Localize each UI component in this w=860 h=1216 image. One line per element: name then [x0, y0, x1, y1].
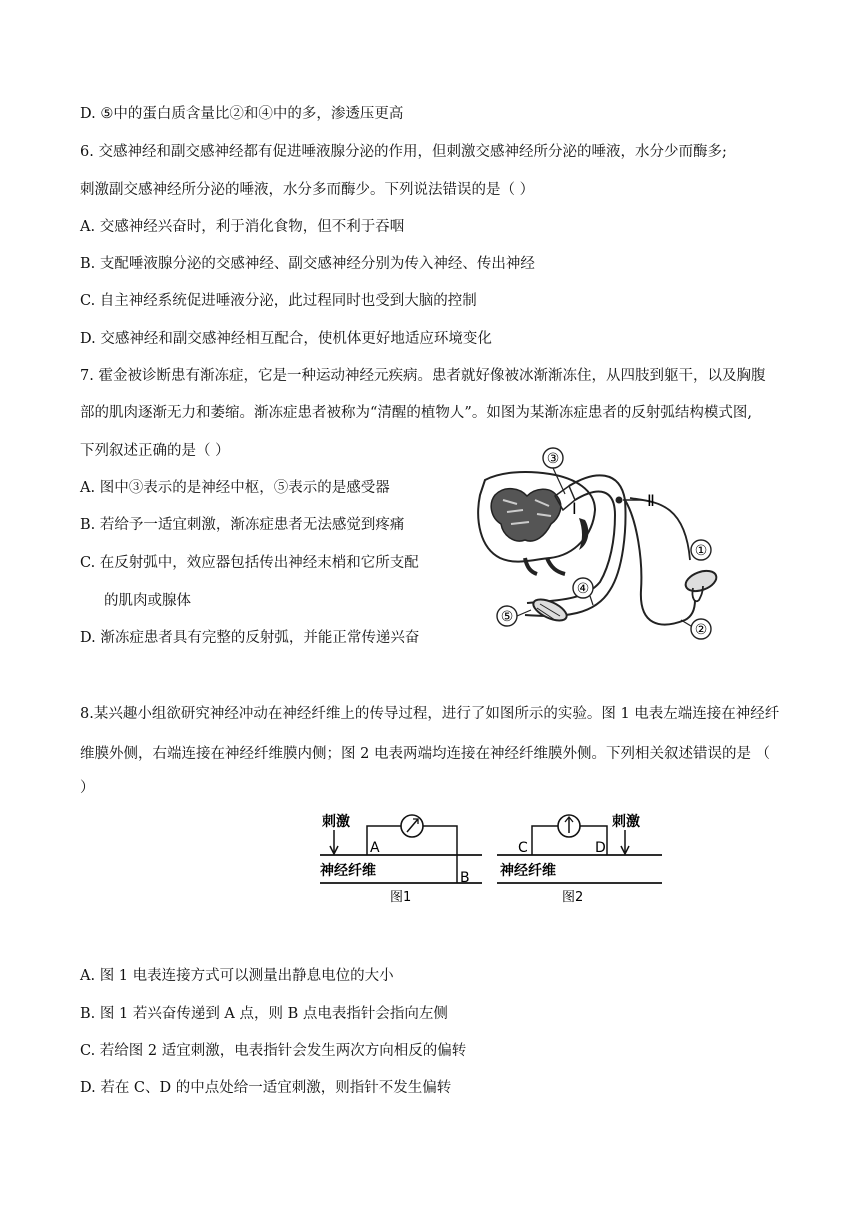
q6-option-a: A. 交感神经兴奋时，利于消化食物，但不利于吞咽 — [80, 219, 405, 235]
q7-option-b: B. 若给予一适宜刺激，渐冻症患者无法感觉到疼痛 — [80, 517, 405, 533]
q7-option-c-line2: 的肌肉或腺体 — [104, 593, 191, 609]
q8-option-a: A. 图 1 电表连接方式可以测量出静息电位的大小 — [80, 968, 394, 984]
point-b-label: B — [460, 870, 470, 886]
reflex-arc-figure — [455, 440, 745, 650]
q6-stem-line2: 刺激副交感神经所分泌的唾液，水分多而酶少。下列说法错误的是（ ） — [80, 182, 535, 198]
fig2-fiber-label: 神经纤维 — [500, 863, 556, 879]
label-3: ③ — [546, 451, 560, 467]
q6-option-c: C. 自主神经系统促进唾液分泌，此过程同时也受到大脑的控制 — [80, 293, 477, 309]
label-II: Ⅱ — [647, 491, 655, 510]
point-a-label: A — [370, 840, 380, 856]
figure2-caption: 图2 — [562, 890, 584, 905]
fig1-stimulus-label: 刺激 — [322, 814, 350, 830]
point-c-label: C — [518, 840, 528, 856]
q6-stem-line1: 6. 交感神经和副交感神经都有促进唾液腺分泌的作用，但刺激交感神经所分泌的唾液，水分少而酶多; — [80, 144, 727, 160]
figure1-caption: 图1 — [390, 890, 412, 905]
fig2-stimulus-label: 刺激 — [612, 814, 640, 830]
point-d-label: D — [595, 840, 606, 856]
label-5: ⑤ — [500, 609, 514, 625]
q6-option-b: B. 支配唾液腺分泌的交感神经、副交感神经分别为传入神经、传出神经 — [80, 256, 535, 272]
q7-stem-line2: 部的肌肉逐渐无力和萎缩。渐冻症患者被称为“清醒的植物人”。如图为某渐冻症患者的反射弧结构模式图, — [80, 405, 752, 421]
q8-stem-line1: 8.某兴趣小组欲研究神经冲动在神经纤维上的传导过程，进行了如图所示的实验。图 1 电表左端连接在神经纤 — [80, 706, 780, 722]
q8-option-b: B. 图 1 若兴奋传递到 A 点，则 B 点电表指针会指向左侧 — [80, 1006, 448, 1022]
q7-option-a: A. 图中③表示的是神经中枢，⑤表示的是感受器 — [80, 480, 390, 496]
fig1-fiber-label: 神经纤维 — [320, 863, 376, 879]
q7-stem-line3: 下列叙述正确的是（ ） — [80, 443, 230, 459]
q8-option-c: C. 若给图 2 适宜刺激，电表指针会发生两次方向相反的偏转 — [80, 1043, 467, 1059]
q8-option-d: D. 若在 C、D 的中点处给一适宜刺激，则指针不发生偏转 — [80, 1080, 452, 1096]
label-4: ④ — [576, 581, 590, 597]
label-I: I — [572, 499, 577, 518]
q7-option-d: D. 渐冻症患者具有完整的反射弧，并能正常传递兴奋 — [80, 630, 420, 646]
q5-option-d: D. ⑤中的蛋白质含量比②和④中的多，渗透压更高 — [80, 106, 404, 122]
electrode-figure — [312, 800, 672, 910]
label-1: ① — [694, 543, 708, 559]
q8-stem-line2: 维膜外侧，右端连接在神经纤维膜内侧；图 2 电表两端均连接在神经纤维膜外侧。下列相关叙述错误的是 （ — [80, 746, 771, 762]
q6-option-d: D. 交感神经和副交感神经相互配合，使机体更好地适应环境变化 — [80, 331, 492, 347]
q8-stem-line3: ） — [80, 780, 95, 796]
q7-option-c-line1: C. 在反射弧中，效应器包括传出神经末梢和它所支配 — [80, 555, 419, 571]
label-2: ② — [694, 622, 708, 638]
q7-stem-line1: 7. 霍金被诊断患有渐冻症，它是一种运动神经元疾病。患者就好像被冰渐渐冻住，从四肢到躯干，以及胸腹 — [80, 368, 766, 384]
